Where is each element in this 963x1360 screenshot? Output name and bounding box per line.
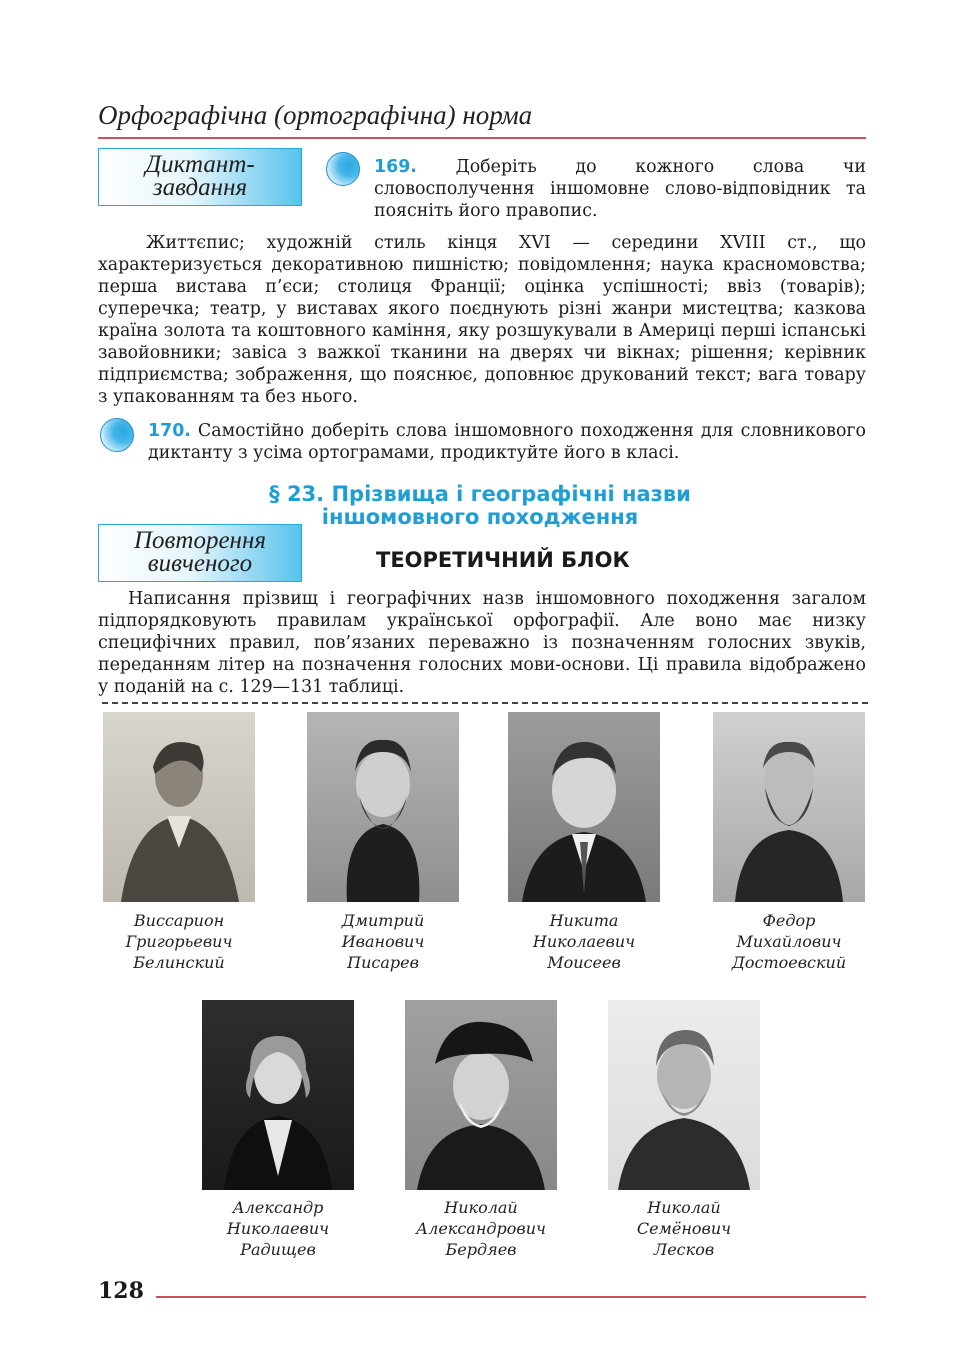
paragraph-heading-line1: § 23. Прізвища і географічні назви	[269, 482, 691, 506]
dictation-label-line1: Диктант-	[145, 151, 255, 178]
portrait-berdyaev-image	[405, 1000, 557, 1190]
caption-line: Никита	[549, 911, 619, 930]
dictation-label	[98, 148, 302, 206]
portrait-radishchev-drawing	[202, 1000, 354, 1190]
portrait-belinsky-caption	[93, 910, 265, 973]
dashed-divider	[102, 702, 868, 704]
portrait-pisarev-drawing	[307, 712, 459, 902]
caption-line: Радищев	[240, 1240, 316, 1259]
page-number: 128	[98, 1278, 144, 1304]
task-170-number: 170.	[148, 421, 191, 441]
task-169-bullet-icon	[326, 152, 360, 186]
portrait-berdyaev-caption	[390, 1197, 572, 1260]
caption-line: Бердяев	[445, 1240, 517, 1259]
portrait-moiseev-drawing	[508, 712, 660, 902]
caption-line: Николаевич	[532, 932, 636, 951]
portrait-radishchev-caption	[192, 1197, 364, 1260]
portrait-dostoevsky-image	[713, 712, 865, 902]
caption-line: Белинский	[133, 953, 225, 972]
portrait-dostoevsky-caption	[703, 910, 875, 973]
caption-line: Николай	[444, 1198, 518, 1217]
task-169-prompt	[374, 156, 866, 222]
task-170-bullet-icon	[100, 418, 134, 452]
paragraph-heading-line2: іншомовного походження	[321, 505, 639, 529]
theory-text: Написання прізвищ і географічних назв іншомовного походження загалом підпорядковують правилам української орфографії. Але воно має низку специфічних правил, пов’язаних переважно із позначенням голосних звуків, переданням літер на позначення голосних мови-основи. Ці правила відображено у поданій на с. 129—131 таблиці.	[98, 589, 866, 697]
portrait-moiseev-image	[508, 712, 660, 902]
dictation-label-line2: завдання	[152, 174, 248, 201]
caption-line: Федор	[762, 911, 816, 930]
task-169-prompt-text: Доберіть до кожного слова чи словосполучення іншомовне слово-відповідник та поясніть його правопис.	[374, 157, 866, 221]
portrait-pisarev-image	[307, 712, 459, 902]
footer-rule	[156, 1296, 866, 1298]
portrait-belinsky-drawing	[103, 712, 255, 902]
caption-line: Семёнович	[636, 1219, 732, 1238]
caption-line: Николаевич	[226, 1219, 330, 1238]
header-rule	[98, 137, 866, 139]
caption-line: Александр	[232, 1198, 324, 1217]
caption-line: Григорьевич	[125, 932, 233, 951]
task-169-number: 169.	[374, 157, 417, 177]
caption-line: Писарев	[347, 953, 419, 972]
portrait-berdyaev-drawing	[405, 1000, 557, 1190]
caption-line: Александрович	[416, 1219, 546, 1238]
caption-line: Михайлович	[736, 932, 842, 951]
caption-line: Достоевский	[731, 953, 847, 972]
portrait-leskov-caption	[598, 1197, 770, 1260]
task-169-body: Життєпис; художній стиль кінця XVI — середини XVIII ст., що характеризується декоративною пишністю; повідомлення; наука красномовства; перша вистава п’єси; столиця Франції; оцінка успішності; ввіз (товарів); суперечка; театр, у виставах якого поєднують різні жанри мистецтва; казкова країна золота та коштовного каміння, яку розшукували в Америці перші іспанські завойовники; завіса з важкої тканини на дверях чи вікнах; рішення; керівник підприємства; зображення, що пояснює, доповнює друкований текст; вага товару з упакованням та без нього.	[98, 233, 866, 407]
portrait-pisarev-caption	[297, 910, 469, 973]
task-170-body: Самостійно доберіть слова іншомовного походження для словникового диктанту з усіма ортограмами, продиктуйте його в класі.	[148, 421, 866, 463]
portrait-dostoevsky-drawing	[713, 712, 865, 902]
section-title: Орфографічна (ортографічна) норма	[98, 100, 533, 130]
caption-line: Виссарион	[133, 911, 225, 930]
portrait-leskov-image	[608, 1000, 760, 1190]
paragraph-heading	[230, 483, 730, 529]
portrait-radishchev-image	[202, 1000, 354, 1190]
caption-line: Моисеев	[547, 953, 621, 972]
theory-block-title: ТЕОРЕТИЧНИЙ БЛОК	[376, 548, 630, 572]
caption-line: Николай	[647, 1198, 721, 1217]
caption-line: Иванович	[341, 932, 425, 951]
portrait-leskov-drawing	[608, 1000, 760, 1190]
portrait-belinsky-image	[103, 712, 255, 902]
review-label	[98, 524, 302, 582]
task-170-text	[148, 420, 866, 464]
portrait-moiseev-caption	[498, 910, 670, 973]
caption-line: Лесков	[653, 1240, 715, 1259]
review-label-line1: Повторення	[134, 527, 266, 554]
caption-line: Дмитрий	[341, 911, 425, 930]
review-label-line2: вивченого	[147, 550, 253, 577]
